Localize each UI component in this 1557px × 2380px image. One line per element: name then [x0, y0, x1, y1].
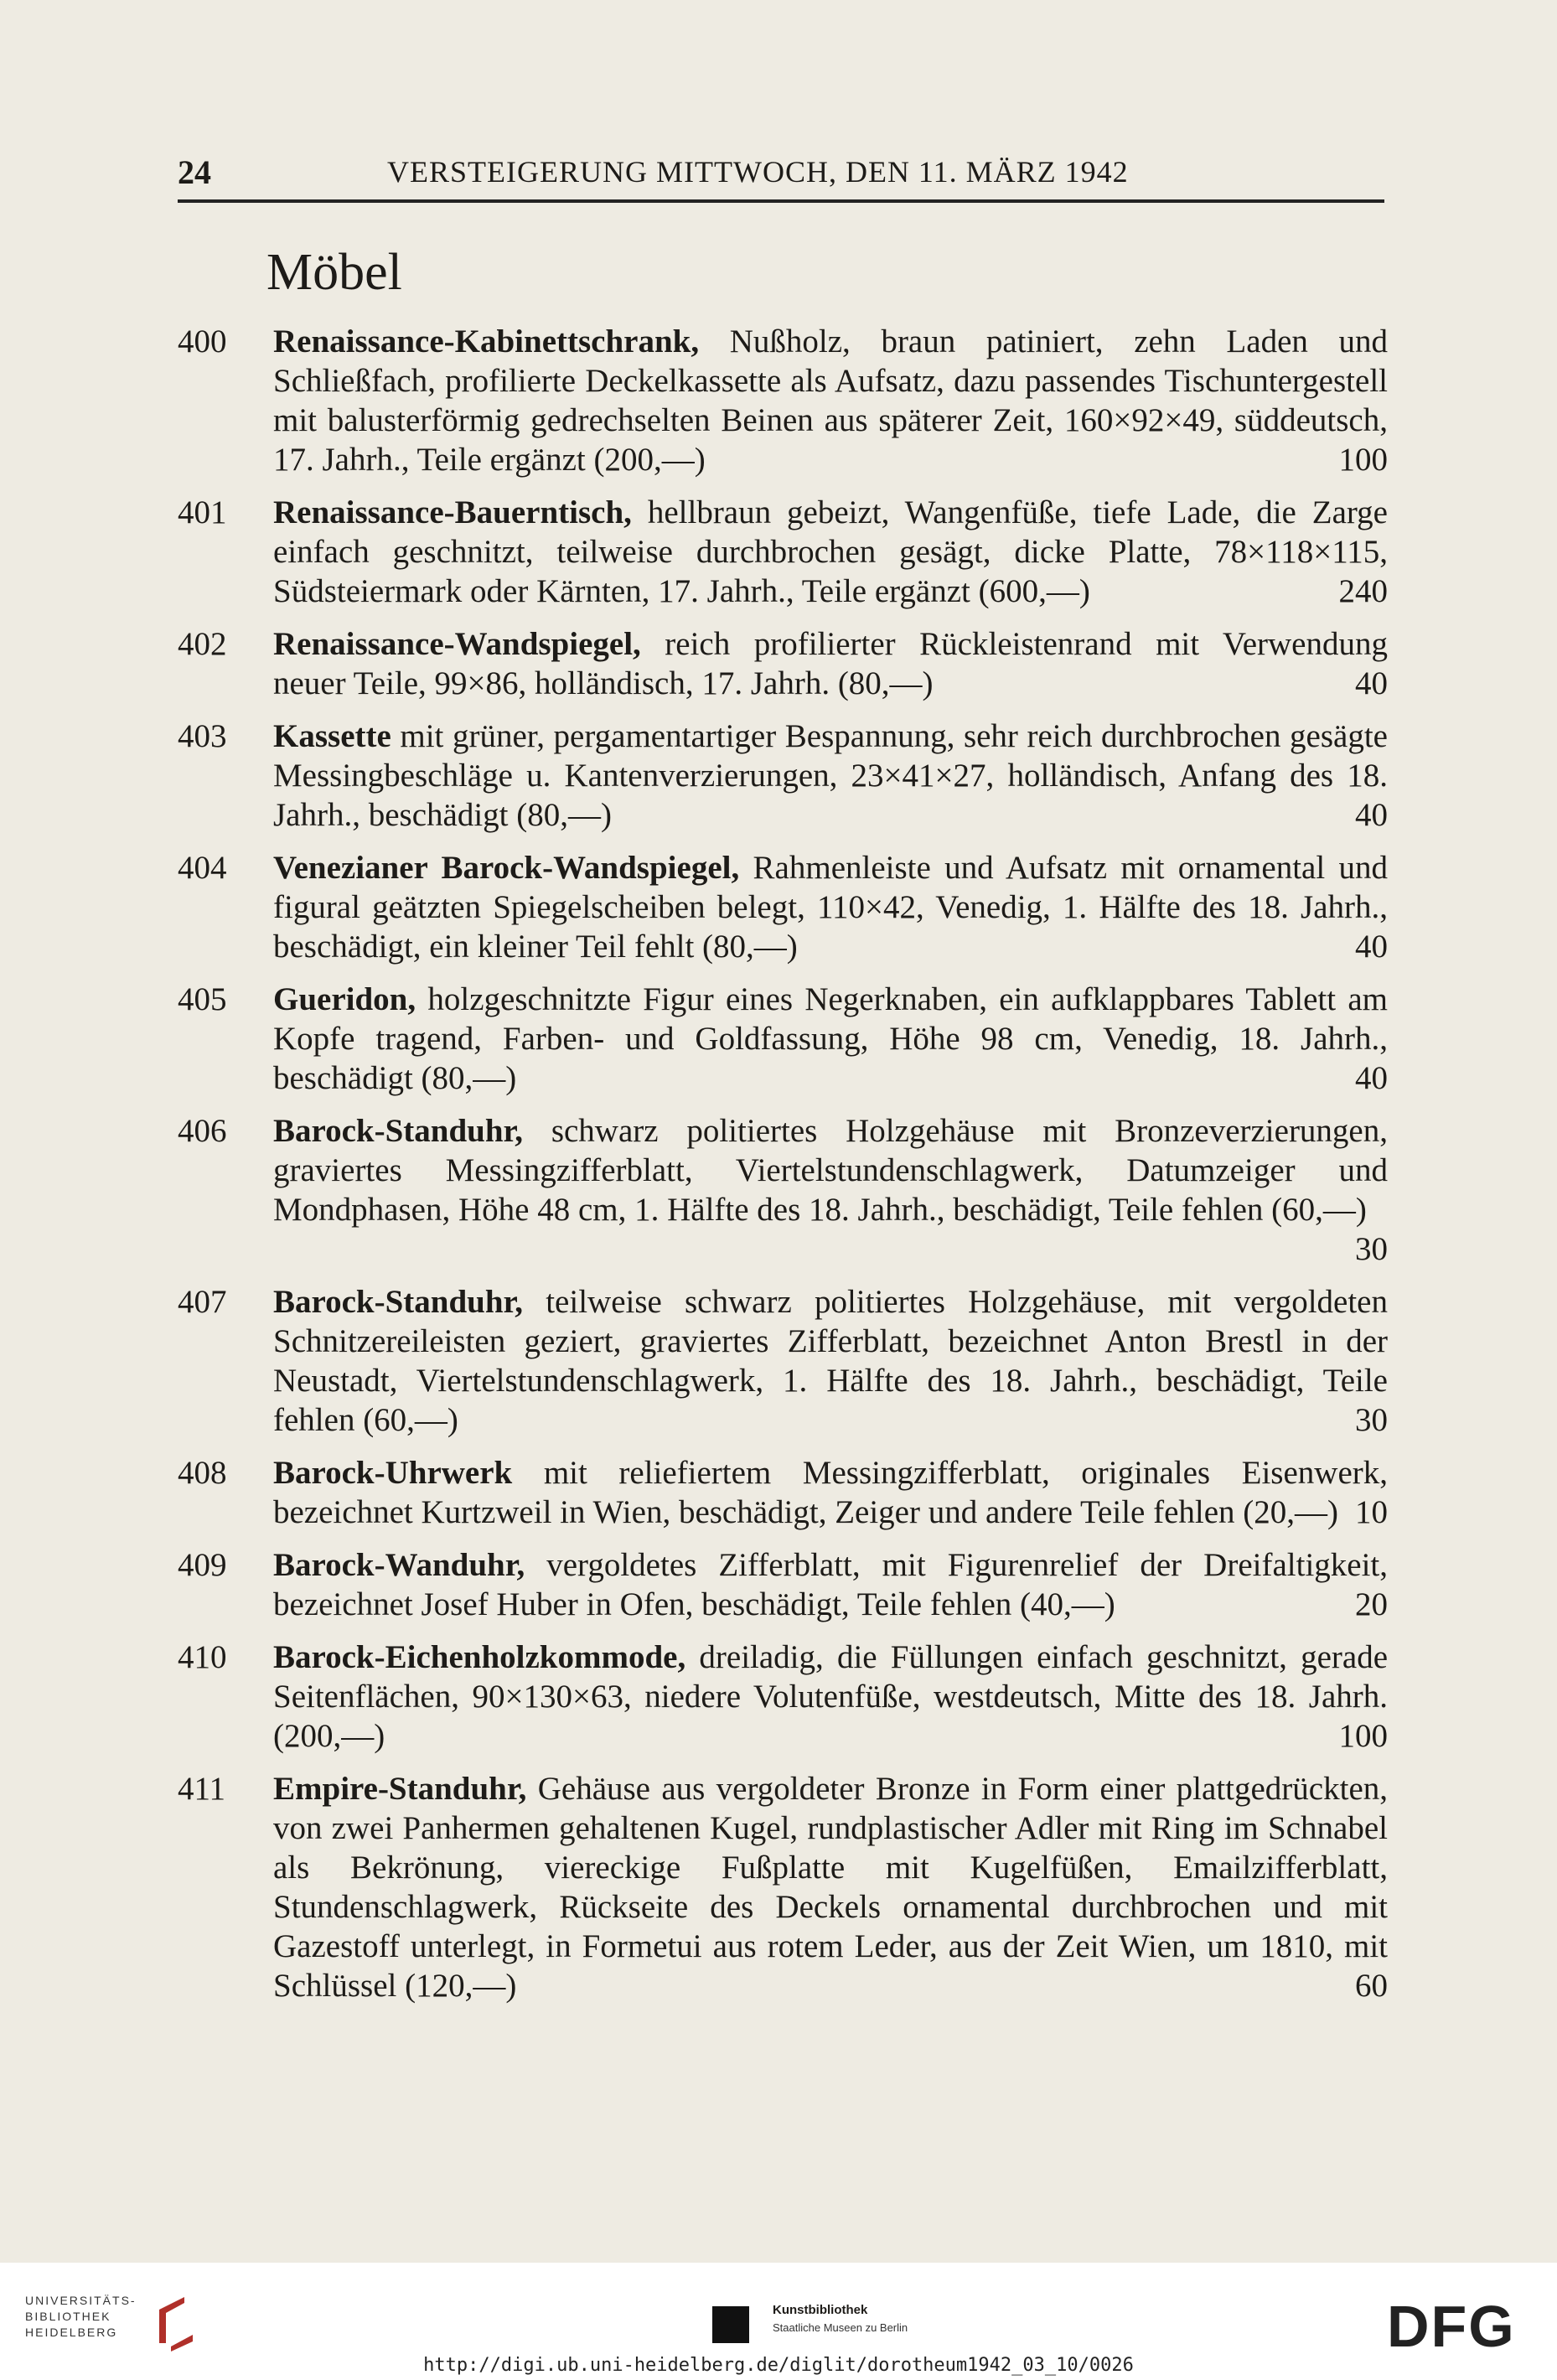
lot-entry	[178, 493, 1393, 611]
running-title: VERSTEIGERUNG MITTWOCH, DEN 11. MÄRZ 1942	[387, 155, 1129, 189]
lot-text: Nußholz, braun patiniert, zehn Laden und Schließfach, profilierte Deckelkassette als Aufsatz, dazu passendes Tischuntergestell mit balusterförmig gedrechselten Beinen aus späterer Zeit, 160×92×49, süddeutsch, 17. Jahrh., Teile ergänzt (200,—)	[273, 323, 1389, 478]
lot-number: 402	[178, 626, 227, 662]
lot-entry	[178, 624, 1393, 703]
kunstbibliothek-subtitle: Staatliche Museen zu Berlin	[773, 2321, 908, 2334]
uni-line1: UNIVERSITÄTS-	[25, 2294, 137, 2307]
lot-entry	[178, 1282, 1393, 1440]
lot-entry	[178, 1638, 1393, 1756]
lot-description	[273, 1282, 1388, 1440]
lot-text: dreiladig, die Füllungen einfach geschnitzt, gerade Seitenflächen, 90×130×63, niedere Volutenfüße, westdeutsch, Mitte des 18. Jahrh. (200,—)	[273, 1639, 1389, 1754]
lot-description	[273, 1453, 1388, 1532]
lot-number: 411	[178, 1771, 226, 1807]
lot-entry	[178, 322, 1393, 479]
lot-title: Barock-Standuhr,	[273, 1113, 524, 1149]
lot-list	[178, 322, 1393, 2019]
lot-number: 404	[178, 850, 227, 886]
running-header	[178, 151, 1384, 201]
lot-entry	[178, 1769, 1393, 2005]
lot-price: 10	[1355, 1494, 1388, 1530]
lot-text: vergoldetes Zifferblatt, mit Figurenrelief der Dreifaltigkeit, bezeichnet Josef Huber in Ofen, beschädigt, Teile fehlen (40,—)	[273, 1547, 1389, 1622]
dfg-logo: DFG	[1387, 2294, 1516, 2359]
university-mark-icon	[151, 2293, 201, 2352]
uni-line2: BIBLIOTHEK	[25, 2310, 111, 2323]
lot-number: 408	[178, 1455, 227, 1491]
lot-number: 410	[178, 1639, 227, 1675]
lot-description	[273, 1111, 1388, 1269]
lot-entry	[178, 980, 1393, 1098]
lot-title: Renaissance-Kabinettschrank,	[273, 323, 700, 360]
lot-price: 40	[1355, 1060, 1388, 1096]
lot-title: Empire-Standuhr,	[273, 1771, 527, 1807]
lot-price: 60	[1355, 1968, 1388, 2004]
kunstbibliothek-logo	[712, 2298, 930, 2348]
lot-text: mit grüner, pergamentartiger Bespannung, sehr reich durchbrochen gesägte Messingbeschläge u. Kantenverzierungen, 23×41×27, holländisch, Anfang des 18. Jahrh., beschädigt (80,—)	[273, 718, 1388, 833]
lot-title: Barock-Standuhr,	[273, 1284, 524, 1320]
lot-number: 405	[178, 981, 227, 1017]
university-library-logo	[25, 2293, 193, 2352]
lot-text: schwarz politiertes Holzgehäuse mit Bronzeverzierungen, graviertes Messingzifferblatt, Viertelstundenschlagwerk, Datumzeiger und Mondphasen, Höhe 48 cm, 1. Hälfte des 18. Jahrh., beschädigt, Teile fehlen (60,—)	[273, 1113, 1388, 1228]
lot-price: 30	[1355, 1231, 1388, 1267]
lot-text: Rahmenleiste und Aufsatz mit ornamental und figural geätzten Spiegelscheiben belegt, 110×42, Venedig, 1. Hälfte des 18. Jahrh., beschädigt, ein kleiner Teil fehlt (80,—)	[273, 850, 1389, 965]
lot-title: Gueridon,	[273, 981, 416, 1017]
lot-number: 407	[178, 1284, 227, 1320]
lot-description	[273, 717, 1388, 835]
lot-title: Kassette	[273, 718, 391, 754]
lot-price: 100	[1338, 442, 1388, 478]
lot-price: 20	[1355, 1586, 1388, 1622]
lot-price: 100	[1338, 1718, 1388, 1754]
lot-description	[273, 322, 1388, 479]
lot-number: 403	[178, 718, 227, 754]
kunstbibliothek-mark-icon	[712, 2306, 749, 2343]
digitization-footer	[0, 2263, 1557, 2380]
lot-price: 240	[1338, 573, 1388, 609]
lot-title: Renaissance-Wandspiegel,	[273, 626, 641, 662]
kunstbibliothek-name: Kunstbibliothek	[773, 2303, 868, 2317]
lot-text: reich profilierter Rückleistenrand mit Verwendung neuer Teile, 99×86, holländisch, 17. Jahrh. (80,—)	[273, 626, 1388, 701]
lot-description	[273, 1769, 1388, 2005]
lot-number: 400	[178, 323, 227, 360]
lot-description	[273, 848, 1388, 966]
lot-number: 409	[178, 1547, 227, 1583]
lot-entry	[178, 1453, 1393, 1532]
header-rule	[178, 199, 1384, 203]
lot-text: holzgeschnitzte Figur eines Negerknaben, ein aufklappbares Tablett am Kopfe tragend, Farben- und Goldfassung, Höhe 98 cm, Venedig, 18. Jahrh., beschädigt (80,—)	[273, 981, 1388, 1096]
lot-description	[273, 980, 1388, 1098]
page-number: 24	[178, 153, 211, 191]
lot-description	[273, 1545, 1388, 1624]
lot-price: 40	[1355, 665, 1388, 701]
lot-title: Barock-Wanduhr,	[273, 1547, 525, 1583]
lot-price: 40	[1355, 797, 1388, 833]
lot-title: Barock-Uhrwerk	[273, 1455, 513, 1491]
lot-text: Gehäuse aus vergoldeter Bronze in Form einer plattgedrückten, von zwei Panhermen gehaltenen Kugel, rundplastischer Adler mit Ring im Schnabel als Bekrönung, viereckige Fußplatte mit Kugelfüßen, Emailzifferblatt, Stundenschlagwerk, Rückseite des Deckels ornamental durchbrochen und mit Gazestoff unterlegt, in Formetui aus rotem Leder, aus der Zeit Wien, um 1810, mit Schlüssel (120,—)	[273, 1771, 1388, 2004]
section-title: Möbel	[266, 244, 402, 301]
source-url[interactable]: http://digi.ub.uni-heidelberg.de/diglit/dorotheum1942_03_10/0026	[423, 2355, 1134, 2376]
lot-description	[273, 493, 1388, 611]
lot-text: mit reliefiertem Messingzifferblatt, originales Eisenwerk, bezeichnet Kurtzweil in Wien, beschädigt, Zeiger und andere Teile fehlen (20,—)	[273, 1455, 1389, 1530]
lot-title: Renaissance-Bauerntisch,	[273, 494, 632, 530]
lot-entry	[178, 1111, 1393, 1269]
lot-price: 40	[1355, 929, 1388, 965]
lot-text: teilweise schwarz politiertes Holzgehäuse, mit vergoldeten Schnitzereileisten geziert, graviertes Zifferblatt, bezeichnet Anton Brestl in der Neustadt, Viertelstundenschlagwerk, 1. Hälfte des 18. Jahrh., beschädigt, Teile fehlen (60,—)	[273, 1284, 1388, 1438]
lot-text: hellbraun gebeizt, Wangenfüße, tiefe Lade, die Zarge einfach geschnitzt, teilweise durchbrochen gesägt, dicke Platte, 78×118×115, Südsteiermark oder Kärnten, 17. Jahrh., Teile ergänzt (600,—)	[273, 494, 1388, 609]
lot-entry	[178, 717, 1393, 835]
lot-title: Barock-Eichenholzkommode,	[273, 1639, 686, 1675]
lot-entry	[178, 1545, 1393, 1624]
lot-description	[273, 624, 1388, 703]
lot-entry	[178, 848, 1393, 966]
lot-description	[273, 1638, 1388, 1756]
lot-number: 401	[178, 494, 227, 530]
uni-line3: HEIDELBERG	[25, 2326, 118, 2339]
lot-title: Venezianer Barock-Wandspiegel,	[273, 850, 740, 886]
lot-number: 406	[178, 1113, 227, 1149]
lot-price: 30	[1355, 1402, 1388, 1438]
